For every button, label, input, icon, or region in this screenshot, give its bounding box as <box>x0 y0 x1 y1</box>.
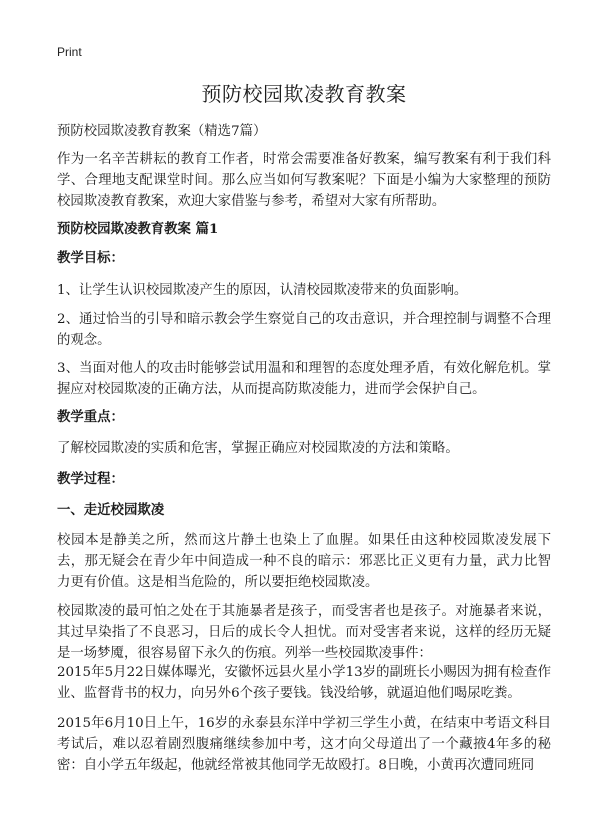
document-title: 预防校园欺凌教育教案 <box>201 82 407 106</box>
document-subtitle: 预防校园欺凌教育教案（精选7篇） <box>57 124 267 139</box>
intro-paragraph: 作为一名辛苦耕耘的教育工作者，时常会需要准备好教案，编写教案有利于我们科学、合理地支配课堂时间。那么应当如何写教案呢？下面是小编为大家整理的预防校园欺凌教育教案，欢迎大家借鉴与参考，希望对大家有所帮助。 <box>57 152 551 209</box>
focus-paragraph: 了解校园欺凌的实质和危害，掌握正确应对校园欺凌的方法和策略。 <box>57 441 459 456</box>
case-paragraph-1: 2015年5月22日媒体曝光，安徽怀远县火星小学13岁的副班长小赐因为拥有检查作业、监督背书的权力，向另外6个孩子要钱。钱没给够，就逼迫他们喝尿吃粪。 <box>57 665 551 701</box>
body-paragraph-1: 校园本是静美之所，然而这片静土也染上了血腥。如果任由这种校园欺凌发展下去，那无疑会在青少年中间造成一种不良的暗示：邪恶比正义更有力量，武力比智力更有价值。这是相当危险的，所以要拒绝校园欺凌。 <box>57 533 551 590</box>
goal-item-3: 3、当面对他人的攻击时能够尝试用温和和理智的态度处理矛盾，有效化解危机。掌握应对校园欺凌的正确方法，从而提高防欺凌能力，进而学会保护自己。 <box>57 361 551 397</box>
body-paragraph-2: 校园欺凌的最可怕之处在于其施暴者是孩子，而受害者也是孩子。对施暴者来说，其过早染指了不良恶习，日后的成长令人担忧。而对受害者来说，这样的经历无疑是一场梦魇，很容易留下永久的伤痕。列举一些校园欺凌事件： <box>57 604 551 661</box>
part-1-heading: 一、走近校园欺凌 <box>57 502 165 518</box>
goal-item-2: 2、通过恰当的引导和暗示教会学生察觉自己的攻击意识，并合理控制与调整不合理的观念。 <box>57 312 551 348</box>
process-heading: 教学过程： <box>57 471 124 487</box>
focus-heading: 教学重点： <box>57 409 124 425</box>
section-title: 预防校园欺凌教育教案 篇1 <box>57 221 219 237</box>
goal-item-1: 1、让学生认识校园欺凌产生的原因，认清校园欺凌带来的负面影响。 <box>57 283 468 298</box>
case-paragraph-2: 2015年6月10日上午，16岁的永泰县东洋中学初三学生小黄，在结束中考语文科目考试后，难以忍着剧烈腹痛继续参加中考，这才向父母道出了一个藏掖4年多的秘密：自小学五年级起，他就经常被其他同学无故殴打。8日晚，小黄再次遭同班同 <box>57 716 551 773</box>
goals-heading: 教学目标： <box>57 250 124 266</box>
print-link[interactable]: Print <box>57 45 82 59</box>
